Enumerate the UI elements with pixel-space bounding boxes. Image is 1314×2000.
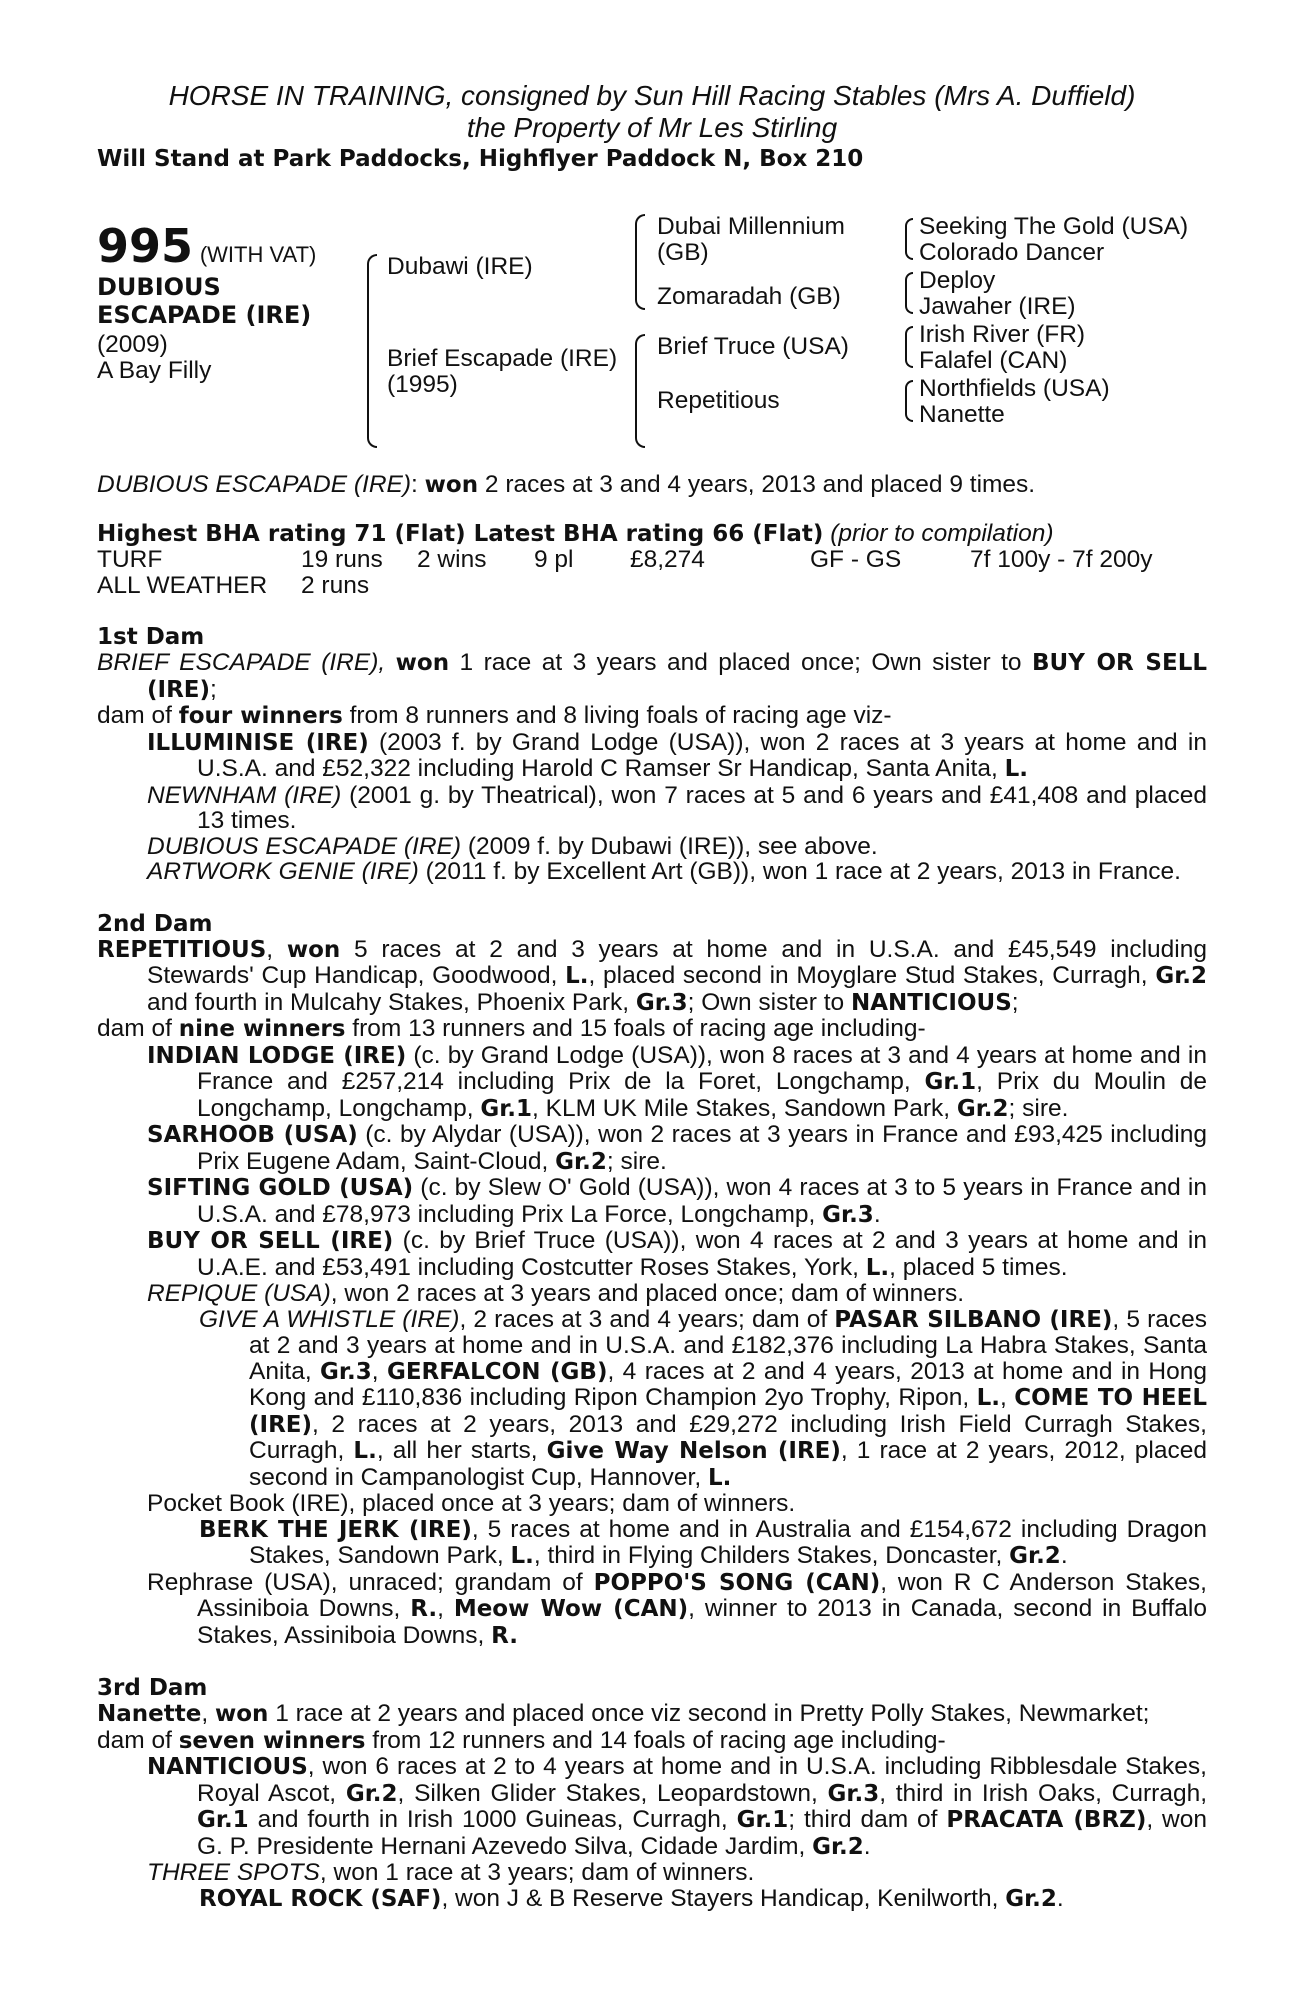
- property-line: the Property of Mr Les Stirling: [466, 112, 838, 143]
- horse-description: A Bay Filly: [97, 357, 212, 384]
- brace-gen3-4: [905, 380, 913, 422]
- pedigree-dds: Northfields (USA): [919, 375, 1110, 402]
- third-dam-produce-summary: dam of seven winners from 12 runners and 14 foals of racing age including-: [97, 1726, 946, 1754]
- horse-year: (2009): [97, 331, 168, 358]
- rating-line: Highest BHA rating 71 (Flat) Latest BHA rating 66 (Flat) (prior to compilation): [97, 519, 1054, 547]
- first-dam-heading: 1st Dam: [97, 624, 205, 650]
- all-weather-row: ALL WEATHER 2 runs: [97, 571, 370, 599]
- second-dam-foal-indian-lodge: INDIAN LODGE (IRE) (c. by Grand Lodge (USA)), won 8 races at 3 and 4 years at home and in France and £257,214 including Prix de la Foret, Longchamp, Gr.1, Prix du Moulin de Longchamp, Longchamp, Gr.1, KLM UK Mile Stakes, Sandown Park, Gr.2; sire.: [147, 1041, 1208, 1122]
- pedigree-sss: Seeking The Gold (USA): [919, 213, 1189, 240]
- second-dam-granddaughter-give-a-whistle: GIVE A WHISTLE (IRE), 2 races at 3 and 4 years; dam of PASAR SILBANO (IRE), 5 races at 2 and 3 years at home and in U.S.A. and £182,376 including La Habra Stakes, Santa Anita, Gr.3, GERFALCON (GB), 4 races at 2 and 4 years, 2013 at home and in Hong Kong and £110,836 including Ripon Champion 2yo Trophy, Ripon, L., COME TO HEEL (IRE), 2 races at 2 years, 2013 and £29,272 including Irish Field Curragh Stakes, Curragh, L., all her starts, Give Way Nelson (IRE), 1 race at 2 years, 2012, placed second in Campanologist Cup, Hannover, L.: [199, 1305, 1207, 1491]
- consignor-line: HORSE IN TRAINING, consigned by Sun Hill Racing Stables (Mrs A. Duffield): [168, 80, 1136, 111]
- third-dam-heading: 3rd Dam: [97, 1675, 208, 1701]
- brace-gen3-3: [905, 326, 913, 368]
- second-dam-grandfoal-berk-the-jerk: BERK THE JERK (IRE), 5 races at home and in Australia and £154,672 including Dragon Stakes, Sandown Park, L., third in Flying Childers Stakes, Doncaster, Gr.2.: [199, 1515, 1207, 1569]
- second-dam-foal-pocket-book: Pocket Book (IRE), placed once at 3 years; dam of winners.: [147, 1490, 796, 1517]
- pedigree-dam-year: (1995): [387, 371, 458, 398]
- pedigree-dam-sire: Brief Truce (USA): [657, 333, 849, 360]
- first-dam-foal-dubious-escapade: DUBIOUS ESCAPADE (IRE) (2009 f. by Dubawi (IRE)), see above.: [147, 832, 878, 860]
- first-dam-produce-summary: dam of four winners from 8 runners and 8 living foals of racing age viz-: [97, 702, 892, 729]
- second-dam-foal-buy-or-sell: BUY OR SELL (IRE) (c. by Brief Truce (USA)), won 4 races at 2 and 3 years at home and in U.A.E. and £53,491 including Costcutter Roses Stakes, York, L., placed 5 times.: [147, 1227, 1207, 1281]
- third-dam-foal-nanticious: NANTICIOUS, won 6 races at 2 to 4 years at home and in U.S.A. including Ribblesdale Stakes, Royal Ascot, Gr.2, Silken Glider Stakes, Leopardstown, Gr.3, third in Irish Oaks, Curragh, Gr.1 and fourth in Irish 1000 Guineas, Curragh, Gr.1; third dam of PRACATA (BRZ), won G. P. Presidente Hernani Azevedo Silva, Cidade Jardim, Gr.2.: [147, 1753, 1207, 1860]
- second-dam-foal-sifting-gold: SIFTING GOLD (USA) (c. by Slew O' Gold (USA)), won 4 races at 3 to 5 years in France and in U.S.A. and £78,973 including Prix La Force, Longchamp, Gr.3.: [147, 1174, 1207, 1228]
- pedigree-block: [97, 214, 1207, 450]
- second-dam-record: REPETITIOUS, won 5 races at 2 and 3 years at home and in U.S.A. and £45,549 including Stewards' Cup Handicap, Goodwood, L., placed second in Moyglare Stud Stakes, Curragh, Gr.2 and fourth in Mulcahy Stakes, Phoenix Park, Gr.3; Own sister to NANTICIOUS;: [97, 935, 1208, 1016]
- pedigree-sds: Deploy: [919, 267, 996, 294]
- second-dam-foal-sarhoob: SARHOOB (USA) (c. by Alydar (USA)), won 2 races at 3 years in France and £93,425 including Prix Eugene Adam, Saint-Cloud, Gr.2; sire.: [147, 1121, 1207, 1175]
- brace-gen3-2: [905, 272, 913, 314]
- brace-gen2-sire: [635, 214, 645, 310]
- pedigree-ddd: Nanette: [919, 401, 1005, 428]
- pedigree-dsd: Falafel (CAN): [919, 347, 1068, 374]
- third-dam-grandfoal-royal-rock: ROYAL ROCK (SAF), won J & B Reserve Stayers Handicap, Kenilworth, Gr.2.: [199, 1884, 1064, 1912]
- pedigree-sire-sire: Dubai Millennium: [657, 213, 845, 240]
- catalogue-page: [97, 80, 1207, 1912]
- brace-gen1: [367, 254, 377, 448]
- lot-header: [97, 219, 317, 273]
- brace-gen3-1: [905, 218, 913, 260]
- pedigree-sdd: Jawaher (IRE): [919, 293, 1076, 320]
- race-stats-table: [97, 547, 1153, 598]
- second-dam-foal-rephrase: Rephrase (USA), unraced; grandam of POPPO'S SONG (CAN), won R C Anderson Stakes, Assiniboia Downs, R., Meow Wow (CAN), winner to 2013 in Canada, second in Buffalo Stakes, Assiniboia Downs, R.: [147, 1568, 1207, 1649]
- third-dam-foal-three-spots: THREE SPOTS, won 1 race at 3 years; dam of winners.: [147, 1859, 755, 1886]
- stand-location: Will Stand at Park Paddocks, Highflyer Paddock N, Box 210: [97, 146, 864, 172]
- turf-row: TURF 19 runs 2 wins 9 pl £8,274 GF - GS 7f 100y - 7f 200y: [97, 546, 1153, 573]
- first-dam-foal-illuminise: ILLUMINISE (IRE) (2003 f. by Grand Lodge (USA)), won 2 races at 3 years at home and in U.S.A. and £52,322 including Harold C Ramser Sr Handicap, Santa Anita, L.: [147, 728, 1207, 782]
- first-dam-record: BRIEF ESCAPADE (IRE), won 1 race at 3 years and placed once; Own sister to BUY OR SELL (IRE);: [97, 649, 1207, 703]
- horse-name-line1: DUBIOUS: [97, 273, 221, 301]
- pedigree-dam: Brief Escapade (IRE): [387, 345, 618, 372]
- lot-vat: (WITH VAT): [199, 242, 317, 267]
- race-summary: DUBIOUS ESCAPADE (IRE): won 2 races at 3 and 4 years, 2013 and placed 9 times.: [97, 471, 1036, 498]
- third-dam-record: Nanette, won 1 race at 2 years and placed once viz second in Pretty Polly Stakes, Newmarket;: [97, 1700, 1150, 1727]
- second-dam-produce-summary: dam of nine winners from 13 runners and 15 foals of racing age including-: [97, 1015, 926, 1042]
- pedigree-sire: Dubawi (IRE): [387, 253, 533, 280]
- lot-number: 995: [97, 219, 194, 273]
- first-dam-foal-artwork-genie: ARTWORK GENIE (IRE) (2011 f. by Excellent Art (GB)), won 1 race at 2 years, 2013 in France.: [147, 858, 1181, 885]
- second-dam-heading: 2nd Dam: [97, 910, 213, 937]
- second-dam-foal-repique: REPIQUE (USA), won 2 races at 3 years and placed once; dam of winners.: [147, 1280, 965, 1307]
- horse-name-line2: ESCAPADE (IRE): [97, 301, 312, 329]
- pedigree-sire-dam: Zomaradah (GB): [657, 283, 841, 310]
- pedigree-sire-sire-country: (GB): [657, 239, 709, 266]
- first-dam-foal-newnham: NEWNHAM (IRE) (2001 g. by Theatrical), won 7 races at 5 and 6 years and £41,408 and placed 13 times.: [147, 781, 1207, 834]
- pedigree-ssd: Colorado Dancer: [919, 239, 1105, 266]
- brace-gen2-dam: [635, 334, 645, 448]
- pedigree-dss: Irish River (FR): [919, 321, 1086, 348]
- pedigree-dam-dam: Repetitious: [657, 387, 780, 414]
